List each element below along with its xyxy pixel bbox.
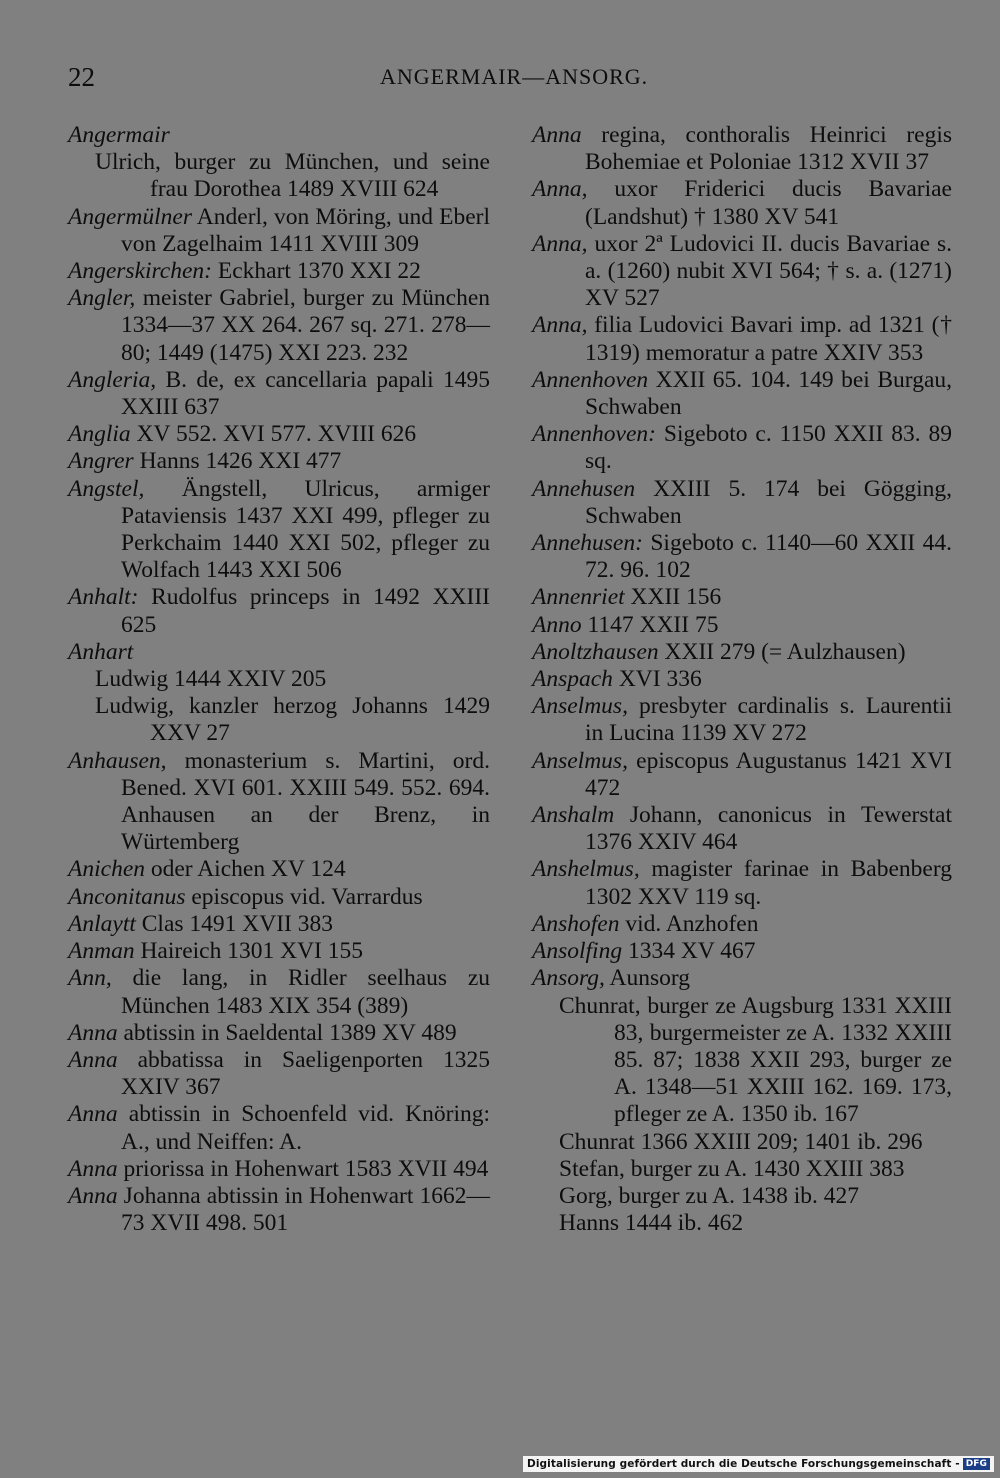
entry-keyword: Anna, [532,176,588,203]
index-entry [68,748,490,857]
index-entry [532,476,952,530]
entry-keyword: Anna, [532,230,588,257]
entry-keyword: Angermülner [68,203,193,230]
index-entry [68,421,490,448]
index-entry [68,367,490,421]
index-entry [68,448,490,475]
entry-keyword: Angleria, [68,366,157,393]
index-entry [68,258,490,285]
entry-keyword: Ansorg, [532,965,605,992]
entry-text: Ängstell, Ulricus, armiger Pataviensis 1437 XXI 499, pfleger zu Perkchaim 1440 XXI 502, pfleger zu Wolfach 1443 XXI 506 [121,475,490,584]
entry-text: uxor 2ª Ludovici II. ducis Bavariae s. a. (1260) nubit XVI 564; † s. a. (1271) XV 527 [585,230,952,312]
entry-keyword: Annenriet [532,584,625,611]
entry-keyword: Anna, [532,312,588,339]
entry-keyword: Anhart [68,638,134,665]
entry-keyword: Anna [68,1101,118,1128]
entry-text: Johann, canonicus in Tewerstat 1376 XXIV 464 [585,802,952,856]
index-entry [532,367,952,421]
entry-text: 1334 XV 467 [622,938,756,965]
entry-keyword: Anna [68,1155,118,1182]
entry-text: abtissin in Schoenfeld vid. Knöring: A., und Neiffen: A. [117,1101,490,1155]
entry-keyword: Anna [532,122,582,148]
index-entry [68,856,490,883]
entry-keyword: Angstel, [68,475,145,502]
entry-text: Hanns 1426 XXI 477 [133,448,342,475]
entry-keyword: Ansolfing [532,938,623,965]
entry-keyword: Anhausen, [68,747,167,774]
entry-keyword: Annenhoven: [532,421,656,448]
index-entry [68,938,490,965]
index-entry [532,639,952,666]
entry-keyword: Anglia [68,421,131,448]
sub-entry: Chunrat 1366 XXIII 209; 1401 ib. 296 [559,1128,923,1155]
entry-keyword: Annehusen: [532,530,643,557]
index-entry [68,476,490,585]
entry-keyword: Angrer [68,448,134,475]
entry-keyword: Anhalt: [68,584,139,611]
entry-text: Eckhart 1370 XXI 22 [212,258,421,285]
entry-keyword: Anlaytt [68,910,136,937]
index-entry [68,965,490,1019]
index-entry [68,584,490,638]
sub-entry: Hanns 1444 ib. 462 [559,1210,744,1237]
entry-keyword: Anna [68,1046,118,1073]
entry-text: XVI 336 [612,666,702,693]
page-number: 22 [68,62,95,92]
index-entry [532,911,952,938]
index-entry [532,312,952,366]
entry-text: monasterium s. Martini, ord. Bened. XVI 601. XXIII 549. 552. 694. Anhausen an der Brenz, in Würtemberg [121,747,490,856]
running-head [68,62,952,102]
entry-keyword: Anselmus, [532,693,628,720]
entry-text: Johanna abtissin in Hohenwart 1662—73 XVII 498. 501 [117,1182,490,1237]
sub-entry: Ulrich, burger zu München, und seine frau Dorothea 1489 XVIII 624 [95,149,490,203]
index-entry [532,421,952,475]
digitization-credit [523,1456,994,1472]
entry-text: XV 552. XVI 577. XVIII 626 [130,421,417,448]
entry-text: XXII 156 [624,584,722,611]
index-entry [68,1183,490,1237]
index-entry [68,884,490,911]
entry-text: Clas 1491 XVII 383 [135,910,333,937]
index-entry [68,911,490,938]
index-entry [532,938,952,965]
entry-text: Anderl, von Möring, und Eberl von Zagelhaim 1411 XVIII 309 [121,203,490,257]
sub-entry: Stefan, burger zu A. 1430 XXIII 383 [559,1155,905,1182]
index-entry [532,584,952,611]
index-entry [532,748,952,802]
index-entry [532,122,952,176]
sub-entry: Chunrat, burger ze Augsburg 1331 XXIII 83, burgermeister ze A. 1332 XXIII 85. 87; 1838 XXII 293, burger ze A. 1348—51 XXIII 162. 169. 173, pfleger ze A. 1350 ib. 167 [559,992,952,1128]
entry-text: Aunsorg [604,965,691,992]
entry-keyword: Anman [68,938,135,965]
entry-text: Sigeboto c. 1140—60 XXII 44. 72. 96. 102 [585,530,952,584]
index-entry [68,1101,490,1155]
entry-keyword: Angermair [68,122,170,148]
entry-keyword: Anshofen [532,910,620,937]
index-entry [532,802,952,856]
entry-keyword: Anichen [68,856,145,883]
right-column [532,122,952,1237]
entry-text: Rudolfus princeps in 1492 XXIII 625 [121,584,490,638]
entry-text: B. de, ex cancellaria papali 1495 XXIII 637 [121,366,490,421]
index-entry [532,856,952,910]
index-entry [68,122,490,149]
entry-keyword: Anshalm [532,802,615,829]
left-column [68,122,490,1237]
entry-text: vid. Anzhofen [619,910,759,937]
index-entry [532,530,952,584]
index-entry [532,693,952,747]
entry-text: meister Gabriel, burger zu München 1334—37 XX 264. 267 sq. 271. 278—80; 1449 (1475) XXI 223. 232 [121,285,490,366]
entry-text: oder Aichen XV 124 [145,856,346,883]
credit-text: Digitalisierung gefördert durch die Deutsche Forschungsgemeinschaft - [527,1458,960,1470]
index-entry [532,231,952,313]
entry-text: die lang, in Ridler seelhaus zu München 1483 XIX 354 (389) [111,965,490,1019]
index-entry [532,176,952,230]
entry-text: abbatissa in Saeligenporten 1325 XXIV 367 [117,1046,490,1101]
entry-keyword: Anna [68,1019,118,1046]
entry-keyword: Anconitanus [68,883,186,910]
index-entry [532,612,952,639]
entry-keyword: Anspach [532,666,613,693]
entry-text: episcopus vid. Varrardus [185,883,423,910]
index-entry [68,1047,490,1101]
entry-text: 1147 XXII 75 [581,611,719,638]
index-entry [68,639,490,666]
entry-text: Sigeboto c. 1150 XXII 83. 89 sq. [585,421,952,475]
entry-text: Haireich 1301 XVI 155 [134,938,363,965]
index-entry [68,285,490,367]
entry-text: XXII 65. 104. 149 bei Burgau, Schwaben [585,366,952,421]
page-title: ANGERMAIR—ANSORG. [380,64,649,89]
entry-text: XXIII 5. 174 bei Gögging, Schwaben [585,475,952,529]
entry-keyword: Annehusen [532,475,636,502]
entry-text: XXII 279 (= Aulzhausen) [658,638,906,665]
entry-text: priorissa in Hohenwart 1583 XVII 494 [117,1155,489,1182]
entry-keyword: Anno [532,611,582,638]
entry-keyword: Angler, [68,285,136,312]
entry-keyword: Anselmus, [532,747,628,774]
entry-keyword: Anshelmus, [532,856,640,883]
index-entry [532,666,952,693]
entry-text: episcopus Augustanus 1421 XVI 472 [585,747,952,801]
sub-entry: Ludwig, kanzler herzog Johanns 1429 XXV 27 [95,693,490,747]
entry-text: magister farinae in Babenberg 1302 XXV 119 sq. [585,856,952,910]
entry-keyword: Anoltzhausen [532,638,659,665]
entry-text: presbyter cardinalis s. Laurentii in Lucina 1139 XV 272 [585,693,952,747]
index-entry [68,1156,490,1183]
dfg-logo: DFG [963,1458,990,1470]
entry-text: abtissin in Saeldental 1389 XV 489 [117,1019,457,1046]
sub-entry: Ludwig 1444 XXIV 205 [95,666,327,693]
entry-keyword: Anna [68,1182,118,1209]
entry-keyword: Annenhoven [532,366,649,393]
sub-entry: Gorg, burger zu A. 1438 ib. 427 [559,1182,860,1209]
entry-text: uxor Friderici ducis Bavariae (Landshut) † 1380 XV 541 [585,176,952,230]
index-entry [68,1020,490,1047]
entry-keyword: Ann, [68,965,112,992]
entry-text: regina, conthoralis Heinrici regis Bohemiae et Poloniae 1312 XVII 37 [581,122,952,176]
index-entry [68,204,490,258]
entry-keyword: Angerskirchen: [68,258,212,285]
entry-text: filia Ludovici Bavari imp. ad 1321 († 1319) memoratur a patre XXIV 353 [585,312,952,366]
index-entry [532,965,952,992]
